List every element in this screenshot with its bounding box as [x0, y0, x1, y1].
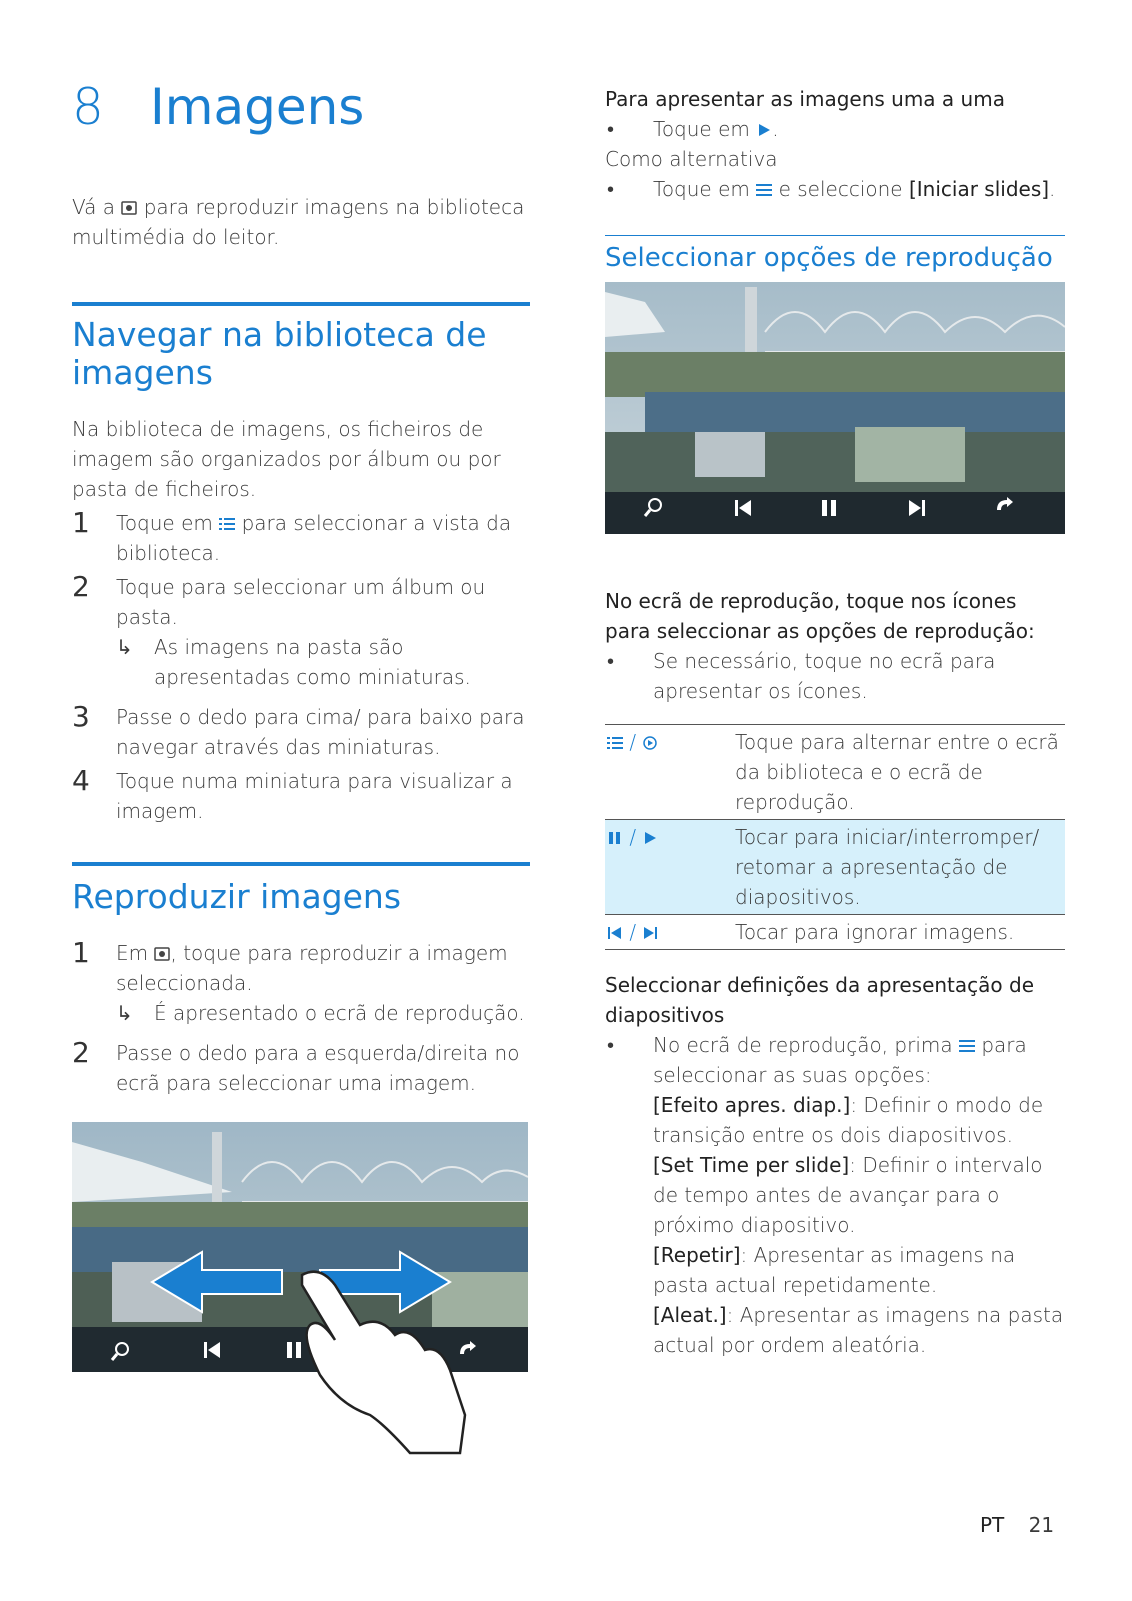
table-desc: Toque para alternar entre o ecrã da biblioteca e o ecrã de reprodução.	[735, 730, 1059, 814]
library-view-icon	[219, 517, 235, 531]
previous-icon[interactable]	[733, 498, 753, 518]
options-heading: Seleccionar opções de reprodução	[605, 243, 1053, 273]
section-rule	[72, 302, 530, 306]
options-table-wrap	[605, 724, 1065, 950]
settings-title: Seleccionar definições da apresentação de diapositivos	[605, 973, 1034, 1027]
browse-heading: Navegar na biblioteca de imagens	[72, 315, 487, 392]
next-icon	[642, 926, 658, 940]
chapter-number: 8	[72, 78, 104, 136]
previous-icon	[607, 926, 623, 940]
result-arrow-icon: ↳	[116, 1001, 133, 1025]
options-bullet: • Se necessário, toque no ecrã para apresentar os ícones.	[607, 649, 996, 703]
settings-bullet: • No ecrã de reprodução, prima para seleccionar as suas opções: [Efeito apres. diap.]: Definir o modo de transição entre os dois diapositivos. [Set Time per slide]: Definir o intervalo de tempo antes de avançar para o próximo diapositivo. [Repetir]: Apresentar as imagens na pasta actual repetidamente. [Aleat.]: Apresentar as imagens na pasta actual por ordem aleatória.	[605, 1030, 1065, 1360]
pause-icon[interactable]	[819, 498, 839, 518]
step-result: ↳ As imagens na pasta são apresentadas como miniaturas.	[116, 632, 530, 692]
browse-step-1: 1 Toque em para seleccionar a vista da biblioteca.	[72, 506, 512, 565]
footer-lang: PT	[980, 1513, 1005, 1537]
section-rule	[72, 862, 530, 866]
play-heading: Reproduzir imagens	[72, 877, 402, 916]
options-intro: No ecrã de reprodução, toque nos ícones para seleccionar as opções de reprodução:	[605, 589, 1035, 643]
section-rule	[605, 235, 1065, 236]
page-number: 21	[1028, 1513, 1055, 1537]
zoom-icon[interactable]	[643, 496, 665, 518]
hand-gesture-icon	[290, 1255, 490, 1455]
slideshow-section	[605, 84, 1065, 204]
settings-section	[605, 970, 1065, 1360]
alternative-text: Como alternativa	[605, 147, 778, 171]
table-desc: Tocar para ignorar imagens.	[735, 920, 1015, 944]
menu-icon	[959, 1039, 975, 1053]
swipe-left-arrow	[152, 1252, 282, 1312]
intro-text-after: para reproduzir imagens na biblioteca multimédia do leitor.	[72, 195, 525, 249]
options-table	[605, 725, 1065, 950]
previous-icon[interactable]	[202, 1340, 222, 1360]
chapter-title: Imagens	[150, 78, 365, 136]
menu-icon	[756, 183, 772, 197]
play-step-1: 1 Em , toque para reproduzir a imagem seleccionada. ↳ É apresentado o ecrã de reprodução.	[72, 938, 530, 1028]
result-arrow-icon: ↳	[116, 635, 133, 659]
intro-text-before: Vá a	[72, 195, 115, 219]
zoom-icon[interactable]	[110, 1340, 132, 1362]
rotate-icon[interactable]	[993, 496, 1015, 518]
table-icon-cell: /	[605, 915, 735, 950]
slideshow-bullet-2: • Toque em e seleccione [Iniciar slides].	[607, 177, 1056, 201]
browse-step-2: 2 Toque para seleccionar um álbum ou pasta. ↳ As imagens na pasta são apresentadas como miniaturas.	[72, 572, 530, 692]
table-row	[605, 725, 1065, 820]
chapter-intro	[72, 192, 530, 252]
options-details	[605, 586, 1065, 950]
options-section	[605, 235, 1065, 274]
setting-item: [Efeito apres. diap.]: Definir o modo de transição entre os dois diapositivos.	[653, 1093, 1044, 1147]
setting-item: [Repetir]: Apresentar as imagens na pasta actual repetidamente.	[653, 1243, 1016, 1297]
slideshow-title: Para apresentar as imagens uma a uma	[605, 87, 1005, 111]
pause-icon	[607, 831, 623, 845]
browse-step-3: 3 Passe o dedo para cima/ para baixo para navegar através das miniaturas.	[72, 700, 525, 759]
slideshow-bullet-1: • Toque em .	[607, 117, 779, 141]
play-section	[72, 862, 530, 1098]
step-result: ↳ É apresentado o ecrã de reprodução.	[116, 998, 530, 1028]
table-row	[605, 820, 1065, 915]
setting-item: [Aleat.]: Apresentar as imagens na pasta actual por ordem aleatória.	[653, 1303, 1064, 1357]
table-icon-cell: /	[605, 725, 735, 820]
page-footer	[980, 1513, 1054, 1537]
playback-screenshot	[605, 282, 1065, 534]
library-view-icon	[607, 736, 623, 750]
browse-intro: Na biblioteca de imagens, os ficheiros de imagem são organizados por álbum ou por pasta de ficheiros.	[72, 417, 501, 501]
play-icon	[642, 831, 658, 845]
browse-section	[72, 302, 530, 826]
play-icon	[756, 123, 772, 137]
table-row	[605, 915, 1065, 950]
playback-screen-icon	[642, 736, 658, 750]
pictures-icon	[154, 947, 170, 961]
browse-step-4: 4 Toque numa miniatura para visualizar a imagem.	[72, 764, 513, 823]
table-icon-cell: /	[605, 820, 735, 915]
next-icon[interactable]	[907, 498, 927, 518]
pictures-icon	[121, 201, 137, 215]
play-step-2: 2 Passe o dedo para a esquerda/direita no ecrã para seleccionar uma imagem.	[72, 1036, 520, 1095]
table-desc: Tocar para iniciar/interromper/ retomar a apresentação de diapositivos.	[735, 825, 1040, 909]
setting-item: [Set Time per slide]: Definir o intervalo de tempo antes de avançar para o próximo diapositivo.	[653, 1153, 1043, 1237]
